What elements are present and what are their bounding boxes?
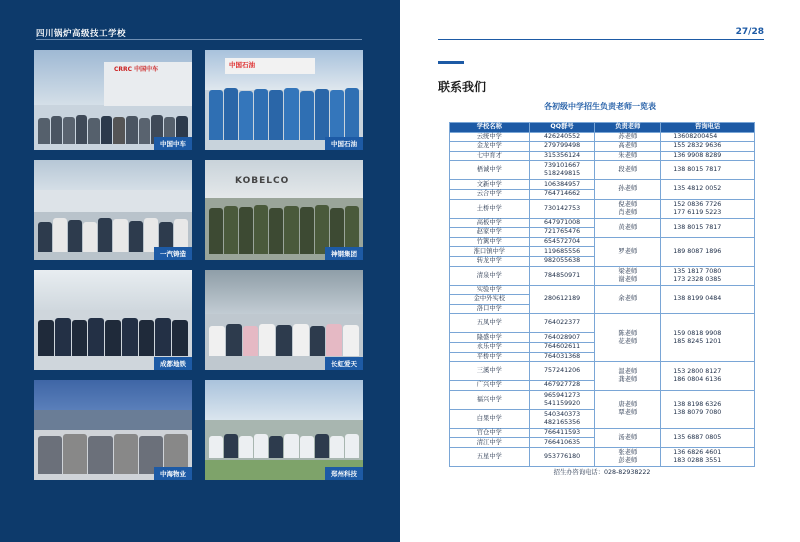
cell-school: 土桥中学 bbox=[450, 199, 530, 218]
cell-school: 五凤中学 bbox=[450, 314, 530, 333]
cell-phone: 138 8198 6326 138 8079 7080 bbox=[661, 390, 755, 428]
cell-school: 云合中学 bbox=[450, 189, 530, 199]
cell-qq: 766411593 bbox=[529, 428, 595, 438]
cell-school: 官仓中学 bbox=[450, 428, 530, 438]
table-row bbox=[450, 428, 755, 438]
cell-qq: 280612189 bbox=[529, 285, 595, 314]
cell-school: 福兴中学 bbox=[450, 390, 530, 409]
cell-teacher: 段老师 bbox=[595, 161, 661, 180]
cell-school: 清江中学 bbox=[450, 438, 530, 448]
cell-phone: 135 1817 7080 173 2328 0385 bbox=[661, 266, 755, 285]
table-row bbox=[450, 266, 755, 285]
table-row bbox=[450, 161, 755, 180]
photo-caption: 成都地铁 bbox=[154, 357, 192, 370]
cell-phone: 153 2800 8127 186 0804 6136 bbox=[661, 362, 755, 391]
cell-teacher: 陈老师 花老师 bbox=[595, 314, 661, 362]
cell-qq: 965941273 541159920 bbox=[529, 390, 595, 409]
table-header-row bbox=[450, 123, 755, 133]
cell-school: 五星中学 bbox=[450, 447, 530, 466]
photo-chengdu-metro bbox=[34, 270, 192, 370]
table-row bbox=[450, 180, 755, 190]
cell-school: 淮口镇中学 bbox=[450, 247, 530, 257]
section-title: 联系我们 bbox=[438, 80, 487, 94]
cell-school: 隆盛中学 bbox=[450, 333, 530, 343]
cell-phone: 135 6887 0805 bbox=[661, 428, 755, 447]
right-page bbox=[400, 0, 800, 542]
cell-teacher: 张老师 彭老师 bbox=[595, 447, 661, 466]
photo-faw bbox=[34, 160, 192, 260]
cell-school: 洛口中学 bbox=[450, 304, 530, 314]
school-name: 四川锅炉高级技工学校 bbox=[36, 29, 127, 39]
cell-school: 云统中学 bbox=[450, 132, 530, 142]
photo-caption: 长虹爱天 bbox=[325, 357, 363, 370]
cell-phone: 159 0818 9908 185 8245 1201 bbox=[661, 314, 755, 362]
table-row bbox=[450, 314, 755, 333]
page-number: 27/28 bbox=[735, 27, 764, 37]
header-divider bbox=[438, 39, 764, 40]
footer-phone: 招生办咨询电话：028-82938222 bbox=[450, 466, 755, 478]
cell-school: 广兴中学 bbox=[450, 381, 530, 391]
cell-teacher: 罗老师 bbox=[595, 237, 661, 266]
cell-qq: 730142753 bbox=[529, 199, 595, 218]
cell-qq: 315356124 bbox=[529, 151, 595, 161]
cell-school: 高板中学 bbox=[450, 218, 530, 228]
cell-qq: 953776180 bbox=[529, 447, 595, 466]
cell-qq: 279799498 bbox=[529, 142, 595, 152]
table-row bbox=[450, 142, 755, 152]
cell-qq: 764602611 bbox=[529, 342, 595, 352]
cell-phone: 136 6826 4601 183 0288 3551 bbox=[661, 447, 755, 466]
cell-teacher: 倪老师 肖老师 bbox=[595, 199, 661, 218]
photo-sign: 中国石油 bbox=[229, 61, 255, 69]
cell-school: 转龙中学 bbox=[450, 256, 530, 266]
cell-school: 白果中学 bbox=[450, 409, 530, 428]
cell-phone: 138 8199 0484 bbox=[661, 285, 755, 314]
cell-qq: 766410635 bbox=[529, 438, 595, 448]
cell-teacher: 梁老师 谢老师 bbox=[595, 266, 661, 285]
cell-school: 金龙中学 bbox=[450, 142, 530, 152]
cell-phone: 152 0836 7726 177 6119 5223 bbox=[661, 199, 755, 218]
photo-petrochina bbox=[205, 50, 363, 150]
cell-teacher: 苏老师 bbox=[595, 132, 661, 142]
photo-caption: 郑州科技 bbox=[325, 467, 363, 480]
table-row bbox=[450, 285, 755, 295]
cell-qq: 764714662 bbox=[529, 189, 595, 199]
table-row bbox=[450, 362, 755, 381]
cell-teacher: 汤老师 bbox=[595, 428, 661, 447]
cell-phone: 135 4812 0052 bbox=[661, 180, 755, 199]
header-qq: QQ群号 bbox=[529, 123, 595, 133]
photo-caption: 中海物业 bbox=[154, 467, 192, 480]
cell-teacher: 唐老师 覃老师 bbox=[595, 390, 661, 428]
header-phone: 咨询电话 bbox=[661, 123, 755, 133]
photo-sign: KOBELCO bbox=[235, 176, 290, 186]
cell-qq: 721765476 bbox=[529, 228, 595, 238]
cell-qq: 426240552 bbox=[529, 132, 595, 142]
cell-school: 三溪中学 bbox=[450, 362, 530, 381]
contact-table bbox=[449, 122, 755, 478]
cell-school: 永乐中学 bbox=[450, 342, 530, 352]
cell-phone: 136 9908 8289 bbox=[661, 151, 755, 161]
accent-bar bbox=[438, 61, 464, 64]
photo-zhengzhou bbox=[205, 380, 363, 480]
cell-school: 实验中学 bbox=[450, 285, 530, 295]
cell-qq: 106384957 bbox=[529, 180, 595, 190]
cell-school: 文新中学 bbox=[450, 180, 530, 190]
cell-qq: 739101667 518249815 bbox=[529, 161, 595, 180]
cell-teacher: 黄老师 bbox=[595, 218, 661, 237]
cell-qq: 764031368 bbox=[529, 352, 595, 362]
cell-qq: 982055638 bbox=[529, 256, 595, 266]
photo-caption: 一汽铸造 bbox=[154, 247, 192, 260]
table-row bbox=[450, 447, 755, 466]
cell-teacher: 余老师 bbox=[595, 285, 661, 314]
header-teacher: 负责老师 bbox=[595, 123, 661, 133]
cell-school: 赵家中学 bbox=[450, 228, 530, 238]
photo-crrc bbox=[34, 50, 192, 150]
photo-zhonghai bbox=[34, 380, 192, 480]
table-row bbox=[450, 218, 755, 228]
cell-teacher: 温老师 龚老师 bbox=[595, 362, 661, 391]
cell-qq: 757241206 bbox=[529, 362, 595, 381]
cell-teacher: 朱老师 bbox=[595, 151, 661, 161]
cell-qq: 467927728 bbox=[529, 381, 595, 391]
cell-qq: 540340373 482165356 bbox=[529, 409, 595, 428]
table-row bbox=[450, 151, 755, 161]
photo-kobelco bbox=[205, 160, 363, 260]
cell-phone: 138 8015 7817 bbox=[661, 218, 755, 237]
photo-caption: 中国中车 bbox=[154, 137, 192, 150]
table-subtitle: 各初级中学招生负责老师一览表 bbox=[544, 102, 656, 111]
table-row bbox=[450, 199, 755, 218]
cell-school: 平桥中学 bbox=[450, 352, 530, 362]
cell-teacher: 高老师 bbox=[595, 142, 661, 152]
table-row bbox=[450, 132, 755, 142]
cell-qq: 119685556 bbox=[529, 247, 595, 257]
cell-qq: 784850971 bbox=[529, 266, 595, 285]
cell-qq: 654572704 bbox=[529, 237, 595, 247]
cell-qq: 647971008 bbox=[529, 218, 595, 228]
cell-phone: 189 8087 1896 bbox=[661, 237, 755, 266]
photo-changhong bbox=[205, 270, 363, 370]
header-school: 学校名称 bbox=[450, 123, 530, 133]
cell-phone: 155 2832 9636 bbox=[661, 142, 755, 152]
cell-school: 清泉中学 bbox=[450, 266, 530, 285]
header-divider bbox=[36, 39, 362, 40]
photo-sign: CRRC 中国中车 bbox=[114, 66, 159, 73]
cell-qq: 764022377 bbox=[529, 314, 595, 333]
table-row bbox=[450, 237, 755, 247]
photo-caption: 中国石油 bbox=[325, 137, 363, 150]
table-row bbox=[450, 390, 755, 409]
cell-qq: 764028907 bbox=[529, 333, 595, 343]
cell-teacher: 孙老师 bbox=[595, 180, 661, 199]
cell-phone: 138 8015 7817 bbox=[661, 161, 755, 180]
cell-school: 七中育才 bbox=[450, 151, 530, 161]
cell-school: 金中外实校 bbox=[450, 295, 530, 305]
photo-caption: 神钢集团 bbox=[325, 247, 363, 260]
cell-school: 竹篱中学 bbox=[450, 237, 530, 247]
cell-school: 梧诚中学 bbox=[450, 161, 530, 180]
cell-phone: 13608200454 bbox=[661, 132, 755, 142]
